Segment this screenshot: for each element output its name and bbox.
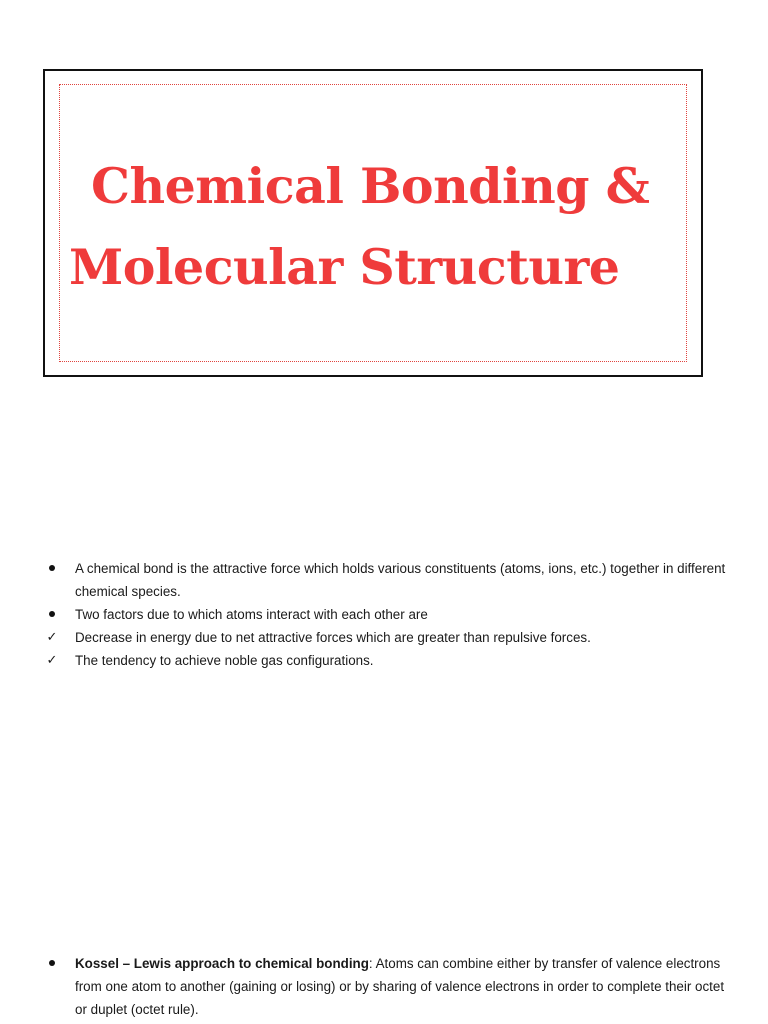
title-line-2: Molecular Structure [69,238,620,296]
list-item-text: Two factors due to which atoms interact with each other are [75,607,428,622]
list-item-text: Decrease in energy due to net attractive forces which are greater than repulsive forces. [75,630,591,645]
bullet-icon [44,603,60,626]
list-item-text: A chemical bond is the attractive force which holds various constituents (atoms, ions, etc.) together in different chemical species. [75,561,726,599]
bullet-icon [44,952,60,975]
list-item [44,649,734,672]
list-item [44,557,734,603]
list-item [44,626,734,649]
bullet-icon [44,557,60,580]
kossel-points-list [44,952,734,1021]
title-line-1: Chemical Bonding & [91,157,650,215]
page-title [69,146,689,308]
list-item [44,603,734,626]
kossel-heading: Kossel – Lewis approach to chemical bonding [75,956,369,971]
kossel-text: : Atoms can combine either by transfer of valence electrons from one atom to another (gaining or losing) or by sharing of valence electrons in order to complete their octet or duplet (octet rule). [75,956,725,1017]
list-item [44,952,734,1021]
checkmark-icon: ✓ [46,653,58,668]
checkmark-icon: ✓ [46,630,58,645]
intro-points-list [44,557,734,672]
title-frame [43,69,703,377]
list-item-text: The tendency to achieve noble gas configurations. [75,653,374,668]
